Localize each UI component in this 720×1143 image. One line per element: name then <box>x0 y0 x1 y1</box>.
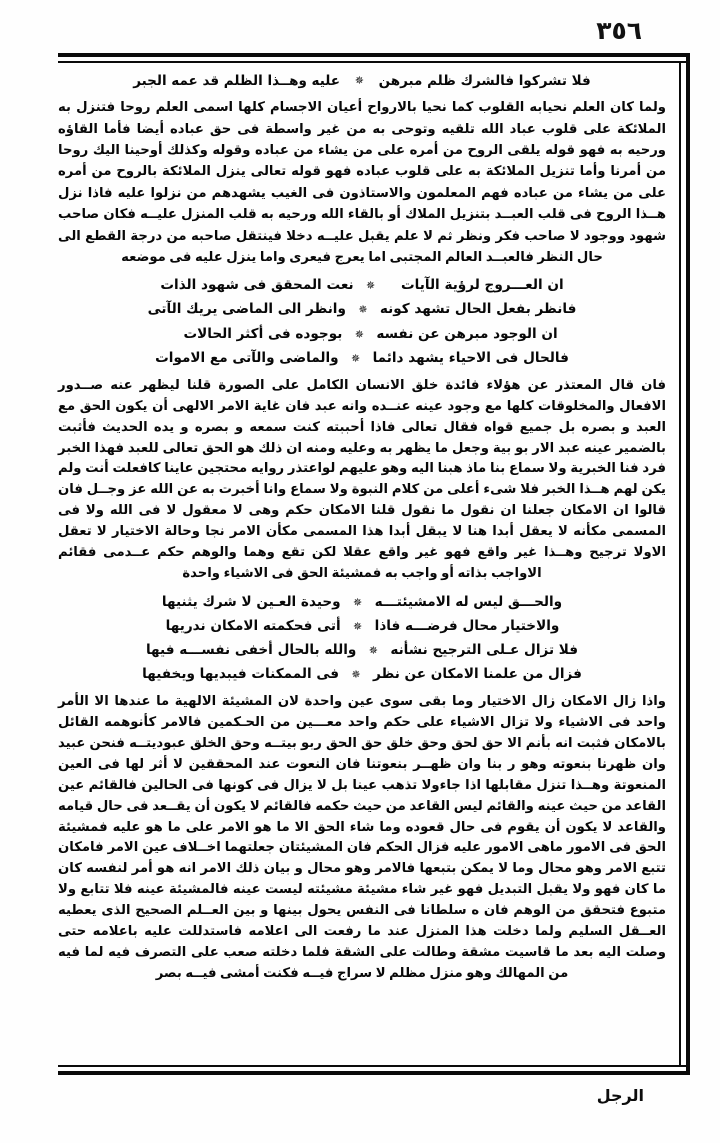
hemistich-second: أتى فحكمته الامكان ندريها <box>165 617 341 634</box>
folio-number: ٣٥٦ <box>596 16 642 45</box>
hemistich-first: فلا تزال عـلى الترجيح نشأنه <box>390 641 579 658</box>
hemistich-first: ان الوجود مبرهن عن نفسه <box>376 325 558 342</box>
star-separator-icon: ✵ <box>368 643 378 657</box>
poem-verse <box>58 638 666 662</box>
hemistich-first: فانظر بفعل الحال تشهد كونه <box>379 301 577 318</box>
star-separator-icon: ✵ <box>366 279 376 293</box>
poem-verse <box>58 297 666 321</box>
hemistich-first: فزال من علمنا الامكان عن نظر <box>373 666 582 683</box>
poem-verse <box>58 590 666 614</box>
poem-verse <box>58 662 666 686</box>
poem-1 <box>58 273 666 370</box>
prose-paragraph-1: ولما كان العلم نحيابه القلوب كما نحيا بالارواح أعيان الاجسام كلها اسمى العلم روحا فتنزل به الملائكة على قلوب عباد الله تلقيه وتوحى به من غير واسطة فى حق عباده أيضا فأما القاؤه ورحيه به فهو قوله يلقى الروح من أمره على من يشاء من عباده وقوله وكذلك أوحينا اليك روحا من أمرنا وأما تنزيل الملائكة به على قلوب عباده فهو قوله تعالى ينزل الملائكة بالروح من أمره على من يشاء من عباده فهم المعلمون والاستاذون فى الغيب يشهدهم من نزلوا عليه فاذا نزل هــذا الروح فى قلب العبــد بتنزيل الملاك أو بالقاء الله ورحيه به قلب المنزل عليــه فكان صاحب شهود ووجود لا صاحب فكر ونظر ثم لا علم يقبل عليــه دخلا فينتقل صاحبه من درجة القطع الى حال النظر فالعبــد العالم المجتبى اما يعرج فيعرى واما ينزل عليه فى موضعه <box>58 100 666 265</box>
header-verse-hemistich-1: فلا تشركوا فالشرك ظلم مبرهن <box>378 73 591 89</box>
header-verse-hemistich-2: عليه وهــذا الظلم قد عمه الجبر <box>133 73 340 89</box>
page-content <box>58 65 676 1063</box>
hemistich-first: والحـــق ليس له الامشيئتـــه <box>374 593 563 610</box>
frame-rule-bottom-inner <box>58 1065 690 1067</box>
hemistich-second: وانظر الى الماضى يريك الآتى <box>147 301 346 318</box>
frame-rule-top-inner <box>58 61 690 63</box>
star-separator-icon: ✵ <box>351 668 361 682</box>
frame-rule-bottom-outer <box>58 1071 690 1075</box>
star-separator-icon: ✵ <box>354 74 364 87</box>
frame-rule-right-outer <box>686 53 690 1075</box>
poem-verse <box>58 322 666 346</box>
catchword: الرجل <box>596 1086 644 1105</box>
star-separator-icon: ✵ <box>354 327 364 341</box>
frame-rule-right-inner <box>679 61 681 1067</box>
prose-paragraph-2: فان قال المعتذر عن هؤلاء فائدة خلق الانسان الكامل على الصورة قلنا ليظهر عنه صــدور الافعال والمخلوقات كلها مع وجود عينه عنــده وانه عبد فان غاية الامر الالهى أن يكون الحق مع العبد و بصره بل جميع قواه فقال تعالى فاذا أحببته كنت سمعه و بصره و يده الحديث فأثبت بالضمير عينه عبد الار بو بية وجعل ما يظهر به وعليه ومنه ان ذلك هو الحق تعالى للعبد فهذا الخبر فرد فنا الخبرية ولا سماع بنا ماذ هبنا اليه وهو عليهم لواعتذر روايه محتجين عاينا كافعلت أنت ولم يكن لهم هــذا الخبر فلا شىء أعلى من كلام النبوة ولا سماع وانا أخبرت به عن الله عز وجــل فان قالوا ان الامكان جعلنا ان نقول ما نقول قلنا الامكان حكم وهى لا معقول لا فى الله ولا فى المسمى مكأنه لا يعقل أبدا هنا لا يبقل أبدا هذا المسمى مكأن الامر نجا وحالة الاختيار لا تعقل الاولا ترجيح وهــذا غير واقع فهو غير واقع عقلا لكن تقع وهما والوهم حكم عــدمى فقائم الاواجب بذاته أو واجب به فمشيئة الحق فى الاشياء واحدة <box>58 378 666 581</box>
star-separator-icon: ✵ <box>358 303 368 317</box>
star-separator-icon: ✵ <box>353 595 363 609</box>
hemistich-second: فى الممكنات فيبديها ويخفيها <box>142 666 339 683</box>
page-frame <box>58 53 690 1075</box>
hemistich-second: والله بالحال أخفى نفســـه فيها <box>145 641 357 658</box>
hemistich-first: فالحال فى الاحياء يشهد دائما <box>372 349 569 366</box>
hemistich-first: ان العـــروج لرؤية الآيات <box>400 277 564 294</box>
hemistich-second: والماضى والآتى مع الاموات <box>155 349 339 366</box>
prose-paragraph-3: واذا زال الامكان زال الاختيار وما بقى سوى عين واحدة لان المشيئة الالهية ما عندها الا الأمر واحد فى الاشياء ولا تزال الاشياء على حكم واحد معـــين من الحـكمين فالامر كأنوهمه القائل بالامكان فثبت انه بأنم الا حق لحق وحق خلق حق الحق ربو بيتــه وحق الخلق عبوديتــه فنحن عبيد وان ظهرنا بنعوته وهو ر بنا وان ظهــر بنعوتنا فان النعوت عند المحققين لا أثر لها فى العين المنعوتة وهــذا تنزل مقابلها اذا جاءولا تذهب عينا بل لا يزال فى كونها فى الحالين فالقائم عين القاعد من حيث عينه والقائم ليس القاعد من حيث حكمه فالقائم لا يكون أن يقــعد فى حال قيامه والقاعد لا يكون أن يقوم فى حال قعوده وما شاء الحق الا ما هو الامر على ما هو عليه فمشيئة الحق فى الامور ماهى الامور عليه فزال الحكم فان المشيئتان جعلتهما اخــلاف عين الامر فامكان تتبع الامر وهو محال وما لا يمكن بتبعها فالامر وهو محال و بيان ذلك الامر انه هو أمر لنفسه كان ما كان فهو ولا يقبل التبديل فهو غير شاء مشيئة مشيئته ليست عينه فالمشيئة عينه فلا تتابع ولا متبوع فتحقق من الوهم فان ه سلطانا فى النفس يحول بينها و بين العــلم الصحيح الذى يعطيه العــقل السليم ولما دخلت هذا المنزل عند ما رفعت الى اعلامه فاستدللت عليه باعلامه حتى وصلت اليه بعد ما قاسيت مشقة وطالت على الشقة فلما دخلته صعب على التصرف فيه لما فيه من المهالك وهو منزل مظلم لا سراج فيــه فكنت أمشى فيــه بصر <box>58 694 666 981</box>
poem-verse <box>58 614 666 638</box>
hemistich-second: وحيدة العـين لا شرك يثنيها <box>161 593 341 610</box>
header-verse <box>58 71 666 91</box>
poem-verse <box>58 273 666 297</box>
hemistich-first: والاختيار محال فرضـــه فاذا <box>374 617 560 634</box>
star-separator-icon: ✵ <box>350 351 361 365</box>
hemistich-second: نعت المحقق فى شهود الذات <box>160 277 354 294</box>
frame-rule-top-outer <box>58 53 690 57</box>
star-separator-icon: ✵ <box>353 619 363 633</box>
poem-verse <box>58 346 666 370</box>
poem-2 <box>58 590 666 687</box>
hemistich-second: بوجوده فى أكثر الحالات <box>183 325 343 342</box>
